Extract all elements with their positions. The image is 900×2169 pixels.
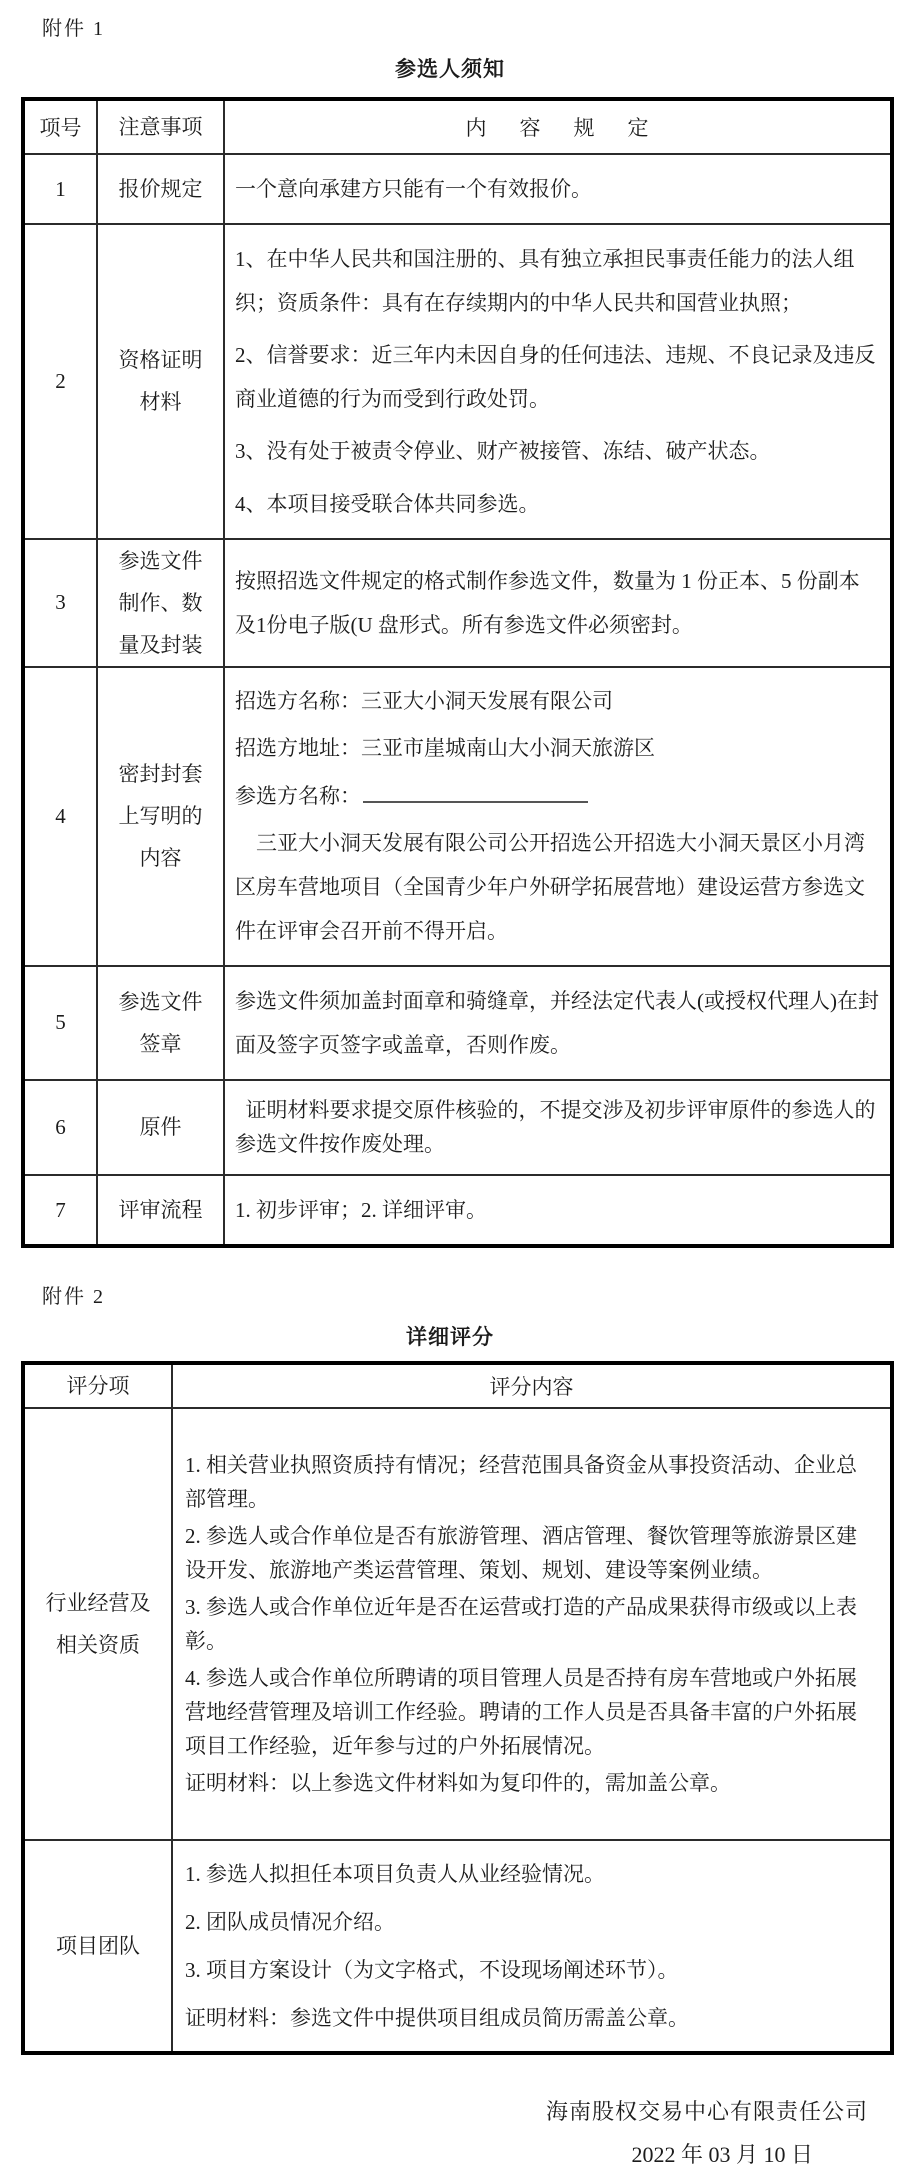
- row-item: 参选文件制作、数量及封装: [97, 539, 224, 667]
- scoring-table: [21, 1361, 894, 2055]
- row-content: [172, 1408, 892, 1840]
- row-item: 密封封套上写明的内容: [97, 667, 224, 966]
- notice-row-4: [23, 667, 892, 966]
- content-paragraph: [235, 774, 880, 818]
- content-paragraph: 按照招选文件规定的格式制作参选文件，数量为 1 份正本、5 份副本及1份电子版(U 盘形式。所有参选文件必须密封。: [235, 568, 860, 637]
- content-paragraph: 4. 参选人或合作单位所聘请的项目管理人员是否持有房车营地或户外拓展营地经营管理及培训工作经验。聘请的工作人员是否具备丰富的户外拓展项目工作经验，近年参与过的户外拓展情况。: [185, 1666, 857, 1759]
- content-paragraph: 招选方地址：三亚市崖城南山大小洞天旅游区: [235, 736, 655, 761]
- footer-company: 海南股权交易中心有限责任公司: [545, 2099, 868, 2125]
- row-no: 3: [23, 539, 97, 667]
- content-paragraph: 2. 参选人或合作单位是否有旅游管理、酒店管理、餐饮管理等旅游景区建设开发、旅游地产类运营管理、策划、规划、建设等案例业绩。: [185, 1524, 857, 1583]
- content-paragraph: 证明材料：以上参选文件材料如为复印件的，需加盖公章。: [185, 1771, 731, 1796]
- scoring-row-1: [23, 1408, 892, 1840]
- content-paragraph: 4、本项目接受联合体共同参选。: [235, 491, 540, 516]
- row-content: [224, 539, 892, 667]
- notice-row-3: [23, 539, 892, 667]
- content-paragraph: 招选方名称：三亚大小洞天发展有限公司: [235, 689, 613, 714]
- blank-underline: [363, 797, 588, 803]
- participant-name-label: 参选方名称：: [235, 783, 361, 808]
- row-content: [224, 154, 892, 224]
- row-item: 参选文件签章: [97, 966, 224, 1080]
- row-item: 项目团队: [23, 1840, 172, 2053]
- row-no: 2: [23, 224, 97, 539]
- content-paragraph: 3. 参选人或合作单位近年是否在运营或打造的产品成果获得市级或以上表彰。: [185, 1595, 857, 1654]
- row-content: [224, 1175, 892, 1246]
- content-paragraph: 1. 初步评审；2. 详细评审。: [235, 1198, 487, 1223]
- content-paragraph: 1、在中华人民共和国注册的、具有独立承担民事责任能力的法人组织；资质条件：具有在存续期内的中华人民共和国营业执照；: [235, 247, 855, 316]
- content-paragraph: 3. 项目方案设计（为文字格式，不设现场阐述环节）。: [185, 1958, 679, 1983]
- content-paragraph: 参选文件须加盖封面章和骑缝章，并经法定代表人(或授权代理人)在封面及签字页签字或盖章，否则作废。: [235, 988, 879, 1057]
- content-paragraph: 1. 参选人拟担任本项目负责人从业经验情况。: [185, 1862, 605, 1887]
- attachment2-label: 附件 2: [42, 1286, 105, 1309]
- content-paragraph: 三亚大小洞天发展有限公司公开招选公开招选大小洞天景区小月湾区房车营地项目（全国青少年户外研学拓展营地）建设运营方参选文件在评审会召开前不得开启。: [235, 830, 865, 943]
- row-item: 评审流程: [97, 1175, 224, 1246]
- scoring-header-row: [23, 1363, 892, 1408]
- row-item: 资格证明材料: [97, 224, 224, 539]
- scoring-title: 详细评分: [406, 1325, 494, 1350]
- footer-date: 2022 年 03 月 10 日: [631, 2142, 813, 2168]
- content-paragraph: 一个意向承建方只能有一个有效报价。: [235, 177, 592, 201]
- document-page: [0, 12, 900, 2168]
- content-paragraph: 3、没有处于被责令停业、财产被接管、冻结、破产状态。: [235, 439, 771, 464]
- row-no: 7: [23, 1175, 97, 1246]
- content-paragraph: 证明材料要求提交原件核验的，不提交涉及初步评审原件的参选人的参选文件按作废处理。: [235, 1097, 876, 1157]
- scoring-header-item: 评分项: [23, 1363, 172, 1408]
- content-paragraph: 2. 团队成员情况介绍。: [185, 1910, 395, 1935]
- notice-row-5: [23, 966, 892, 1080]
- scoring-row-2: [23, 1840, 892, 2053]
- notice-header-no: 项号: [23, 99, 97, 154]
- notice-row-6: [23, 1080, 892, 1175]
- content-paragraph: 证明材料：参选文件中提供项目组成员简历需盖公章。: [185, 2006, 689, 2031]
- row-item: 行业经营及相关资质: [23, 1408, 172, 1840]
- row-item: 原件: [97, 1080, 224, 1175]
- row-content: [172, 1840, 892, 2053]
- notice-header-content: 内 容 规 定: [224, 99, 892, 154]
- row-item: 报价规定: [97, 154, 224, 224]
- row-no: 1: [23, 154, 97, 224]
- row-content: [224, 1080, 892, 1175]
- content-paragraph: 2、信誉要求：近三年内未因自身的任何违法、违规、不良记录及违反商业道德的行为而受到行政处罚。: [235, 343, 876, 412]
- content-paragraph: 1. 相关营业执照资质持有情况；经营范围具备资金从事投资活动、企业总部管理。: [185, 1453, 857, 1512]
- row-no: 4: [23, 667, 97, 966]
- row-content: [224, 667, 892, 966]
- notice-title: 参选人须知: [395, 57, 505, 81]
- notice-row-7: [23, 1175, 892, 1246]
- notice-table: [21, 97, 894, 1248]
- notice-row-2: [23, 224, 892, 539]
- row-content: [224, 966, 892, 1080]
- notice-row-1: [23, 154, 892, 224]
- row-content: [224, 224, 892, 539]
- attachment1-label: 附件 1: [42, 18, 105, 40]
- row-no: 6: [23, 1080, 97, 1175]
- notice-header-item: 注意事项: [97, 99, 224, 154]
- notice-header-row: [23, 99, 892, 154]
- scoring-header-content: 评分内容: [172, 1363, 892, 1408]
- row-no: 5: [23, 966, 97, 1080]
